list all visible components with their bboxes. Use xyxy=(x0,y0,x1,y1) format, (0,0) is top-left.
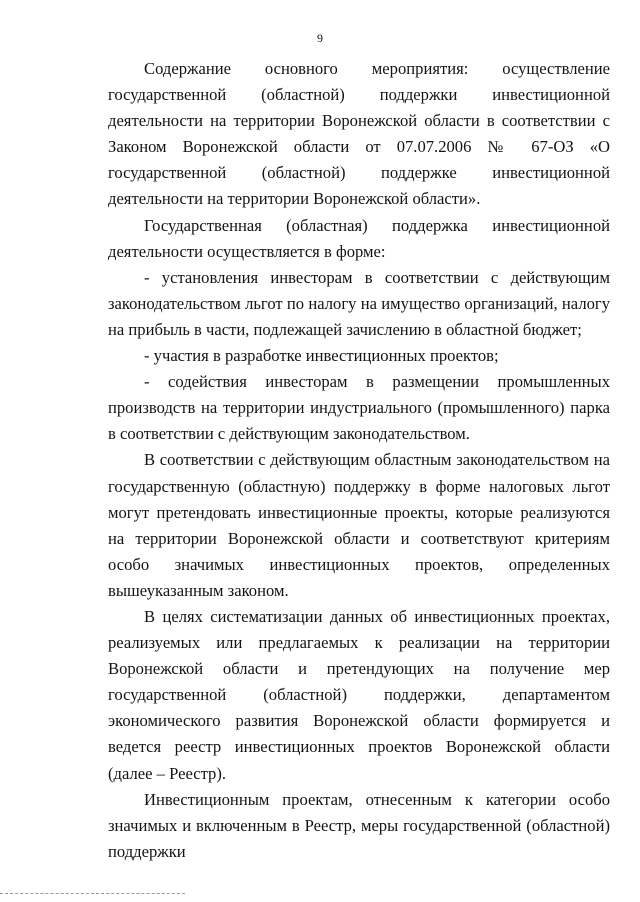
paragraph-tax-benefits: - установления инвесторам в соответствии с действующим законодательством льгот по налогу на имущество организаций, налогу на прибыль в части, подлежащей зачислению в областной бюджет; xyxy=(108,267,610,339)
paragraph-project-development: - участия в разработке инвестиционных проектов; xyxy=(144,346,499,366)
paragraph-project-registry: В целях систематизации данных об инвестиционных проектах, реализуемых или предлагаемых к реализации на территории Воронежской области и претендующих на получение мер государственной (областной) поддержки, департаментом экономического развития Воронежской области формируется и ведется реестр инвестиционных проектов Воронежской области (далее – Реестр). xyxy=(108,606,610,783)
footnote-separator-line xyxy=(0,893,185,894)
paragraph-significant-projects: Инвестиционным проектам, отнесенным к категории особо значимых и включенным в Реестр, меры государственной (областной) поддержки xyxy=(108,789,610,861)
paragraph-industrial-park: - содействия инвесторам в размещении промышленных производств на территории индустриального (промышленного) парка в соответствии с действующим законодательством. xyxy=(108,372,610,444)
paragraph-main-activity: Содержание основного мероприятия: осуществление государственной (областной) поддержки инвестиционной деятельности на территории Воронежской области в соответствии с Законом Воронежской области от 07.07.2006 № 67-ОЗ «О государственной (областной) поддержке инвестиционной деятельности на территории Воронежской области». xyxy=(108,59,610,209)
document-body xyxy=(108,56,610,865)
page-number: 9 xyxy=(317,31,323,45)
paragraph-regional-legislation: В соответствии с действующим областным законодательством на государственную (областную) поддержку в форме налоговых льгот могут претендовать инвестиционные проекты, которые реализуются на территории Воронежской области и соответствуют критериям особо значимых инвестиционных проектов, определенных вышеуказанным законом. xyxy=(108,450,610,600)
paragraph-support-forms-intro: Государственная (областная) поддержка инвестиционной деятельности осуществляется в форме: xyxy=(108,215,610,261)
